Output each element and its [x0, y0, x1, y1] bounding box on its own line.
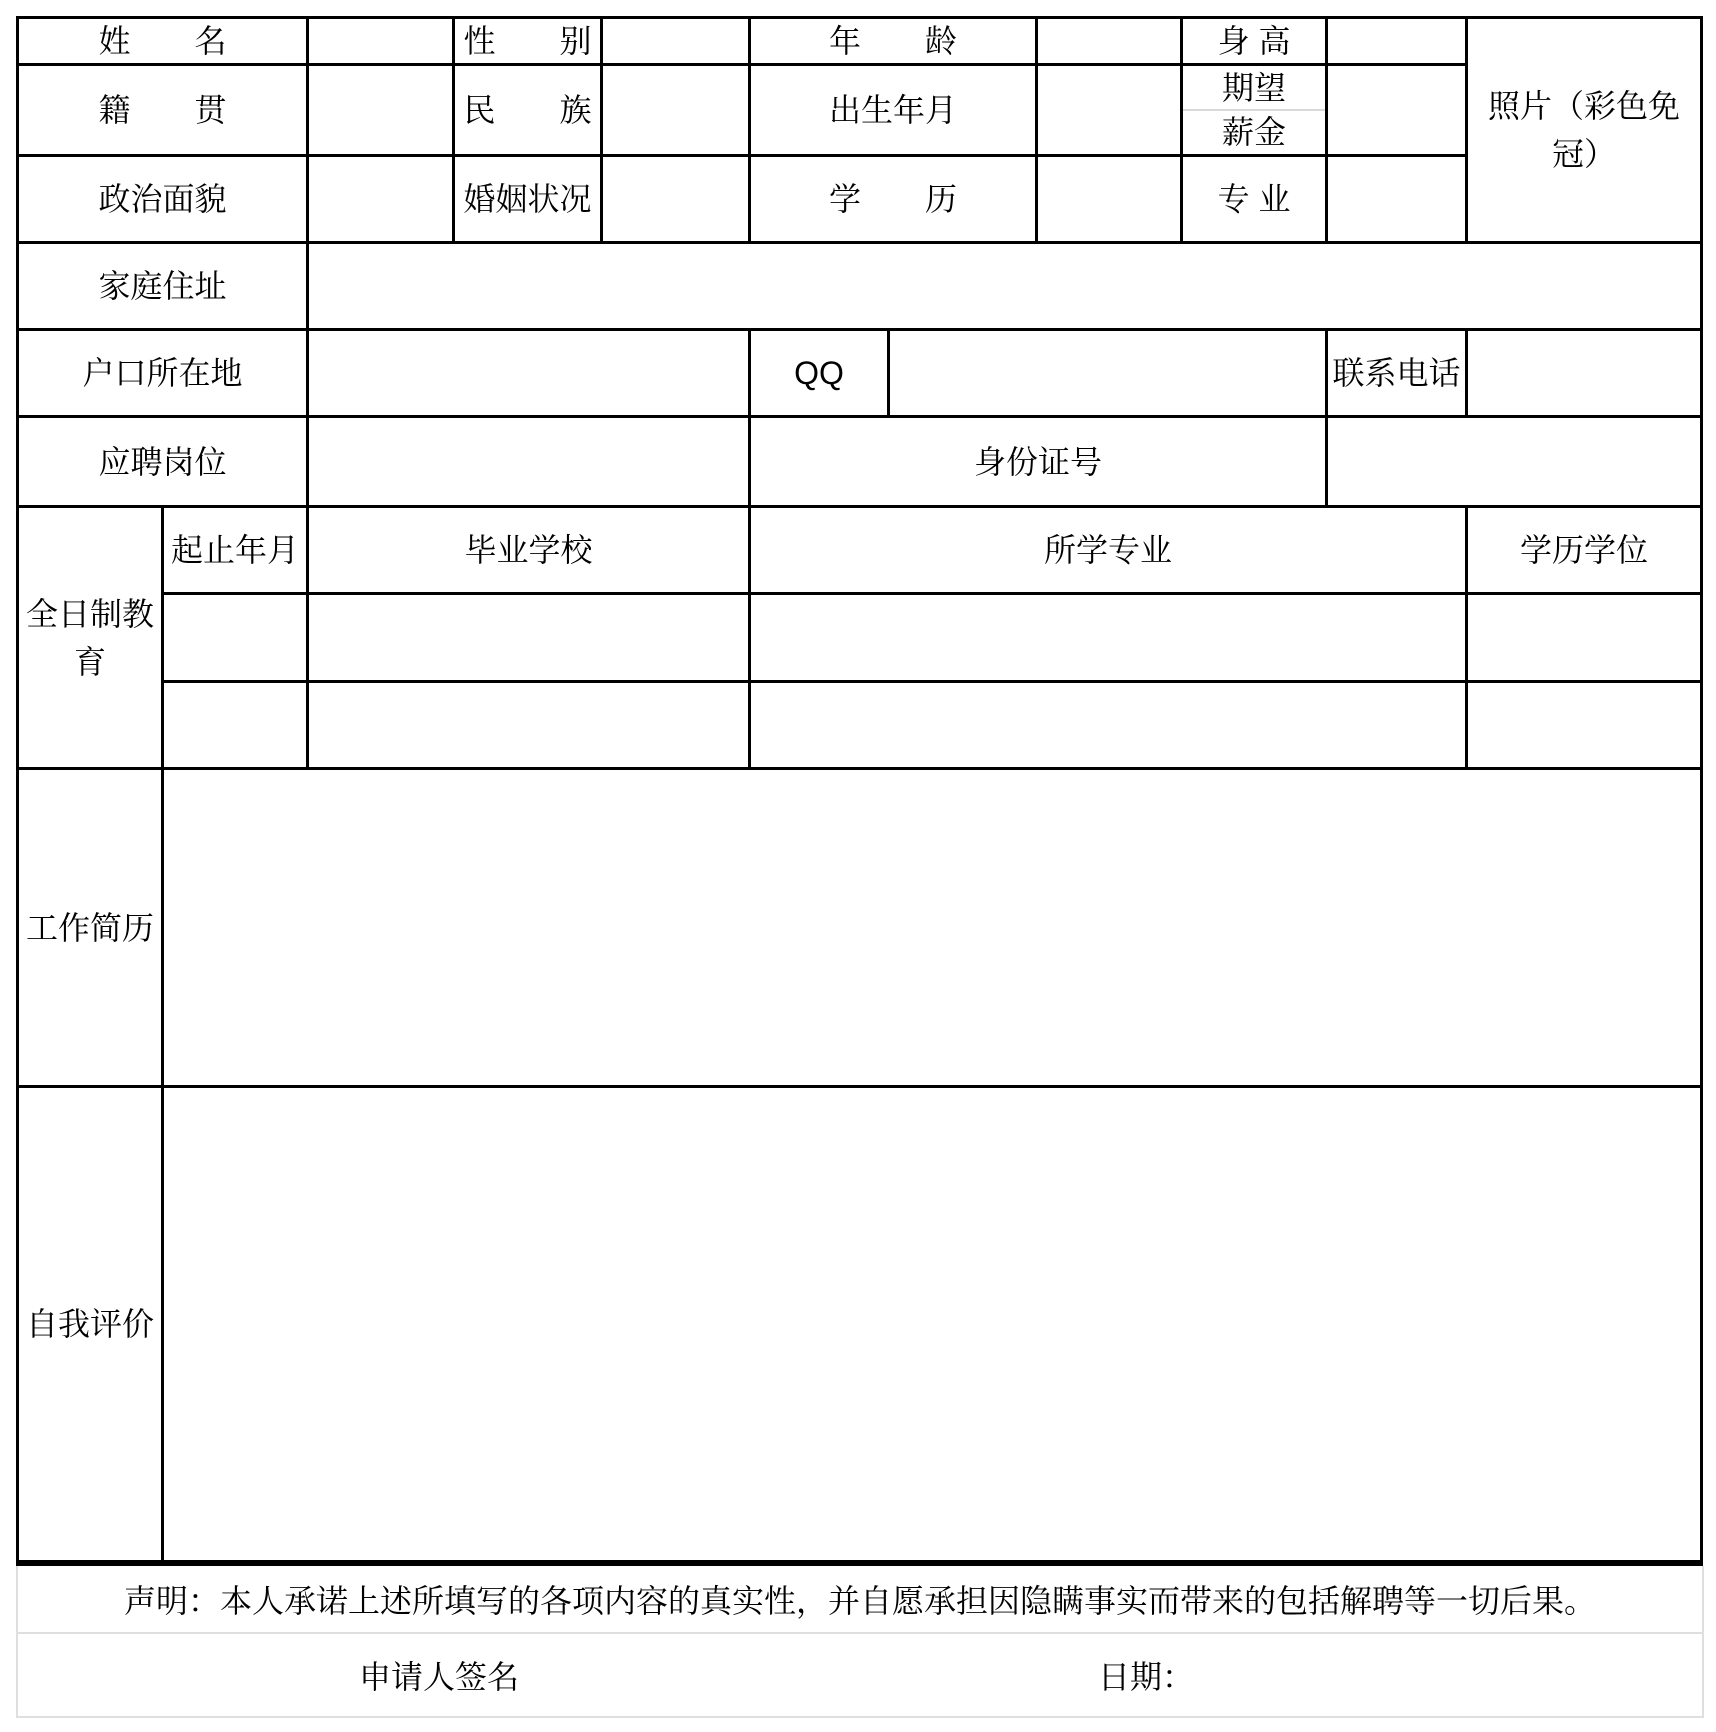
marital-status-label: 婚姻状况	[454, 156, 602, 243]
education-level-value-cell[interactable]	[1037, 156, 1182, 243]
gender-label: 性 别	[454, 18, 602, 65]
edu2-major-cell[interactable]	[750, 682, 1467, 769]
row-home-address	[18, 243, 1702, 330]
edu2-degree-cell[interactable]	[1467, 682, 1702, 769]
photo-cell	[1467, 18, 1702, 243]
photo-label: 照片（彩色免冠）	[1488, 88, 1681, 172]
self-evaluation-label: 自我评价	[18, 1087, 163, 1563]
native-place-label: 籍 贯	[18, 65, 308, 156]
date-label: 日期：	[1098, 1658, 1195, 1695]
applicant-signature-label: 申请人签名	[359, 1658, 520, 1695]
signature-row	[18, 1634, 1702, 1716]
height-label: 身 高	[1182, 18, 1327, 65]
gender-value-cell[interactable]	[602, 18, 750, 65]
name-label: 姓 名	[18, 18, 308, 65]
edu1-degree-cell[interactable]	[1467, 594, 1702, 682]
position-applied-label: 应聘岗位	[18, 417, 308, 507]
row-self-evaluation	[18, 1087, 1702, 1563]
row-position	[18, 417, 1702, 507]
name-value-cell[interactable]	[308, 18, 454, 65]
row-education-1	[18, 594, 1702, 682]
major-label: 专 业	[1182, 156, 1327, 243]
home-address-value-cell[interactable]	[308, 243, 1702, 330]
household-registration-label: 户口所在地	[18, 330, 308, 417]
row-basic-2	[18, 65, 1702, 156]
edu1-school-cell[interactable]	[308, 594, 750, 682]
expected-salary-value-cell[interactable]	[1327, 65, 1467, 156]
position-applied-value-cell[interactable]	[308, 417, 750, 507]
major-value-cell[interactable]	[1327, 156, 1467, 243]
work-history-value-cell[interactable]	[163, 769, 1702, 1087]
row-household	[18, 330, 1702, 417]
marital-status-value-cell[interactable]	[602, 156, 750, 243]
political-status-label: 政治面貌	[18, 156, 308, 243]
application-form-table	[16, 16, 1703, 1566]
political-status-value-cell[interactable]	[308, 156, 454, 243]
qq-value-cell[interactable]	[889, 330, 1327, 417]
household-registration-value-cell[interactable]	[308, 330, 750, 417]
edu-major-header: 所学专业	[750, 507, 1467, 594]
expected-salary-label	[1182, 65, 1327, 156]
edu-degree-header: 学历学位	[1467, 507, 1702, 594]
edu-period-header: 起止年月	[163, 507, 308, 594]
expected-salary-label-line1: 期望	[1183, 68, 1325, 112]
row-work-history	[18, 769, 1702, 1087]
contact-phone-label: 联系电话	[1327, 330, 1467, 417]
row-basic-3	[18, 156, 1702, 243]
contact-phone-value-cell[interactable]	[1467, 330, 1702, 417]
row-education-header	[18, 507, 1702, 594]
qq-label: QQ	[750, 330, 889, 417]
declaration-text: 声明：本人承诺上述所填写的各项内容的真实性，并自愿承担因隐瞒事实而带来的包括解聘等一切后果。	[123, 1582, 1596, 1619]
birth-date-value-cell[interactable]	[1037, 65, 1182, 156]
edu2-period-cell[interactable]	[163, 682, 308, 769]
edu1-major-cell[interactable]	[750, 594, 1467, 682]
declaration-row	[18, 1566, 1702, 1634]
age-value-cell[interactable]	[1037, 18, 1182, 65]
height-value-cell[interactable]	[1327, 18, 1467, 65]
home-address-label: 家庭住址	[18, 243, 308, 330]
id-number-label: 身份证号	[750, 417, 1327, 507]
birth-date-label: 出生年月	[750, 65, 1037, 156]
education-level-label: 学 历	[750, 156, 1037, 243]
edu2-school-cell[interactable]	[308, 682, 750, 769]
row-basic-1	[18, 18, 1702, 65]
row-education-2	[18, 682, 1702, 769]
edu-school-header: 毕业学校	[308, 507, 750, 594]
ethnicity-label: 民 族	[454, 65, 602, 156]
edu1-period-cell[interactable]	[163, 594, 308, 682]
full-time-education-label: 全日制教育	[18, 507, 163, 769]
ethnicity-value-cell[interactable]	[602, 65, 750, 156]
age-label: 年 龄	[750, 18, 1037, 65]
native-place-value-cell[interactable]	[308, 65, 454, 156]
form-footer	[16, 1566, 1704, 1718]
application-form-sheet	[16, 16, 1704, 1718]
id-number-value-cell[interactable]	[1327, 417, 1702, 507]
work-history-label: 工作简历	[18, 769, 163, 1087]
expected-salary-label-line2: 薪金	[1222, 113, 1287, 150]
self-evaluation-value-cell[interactable]	[163, 1087, 1702, 1563]
